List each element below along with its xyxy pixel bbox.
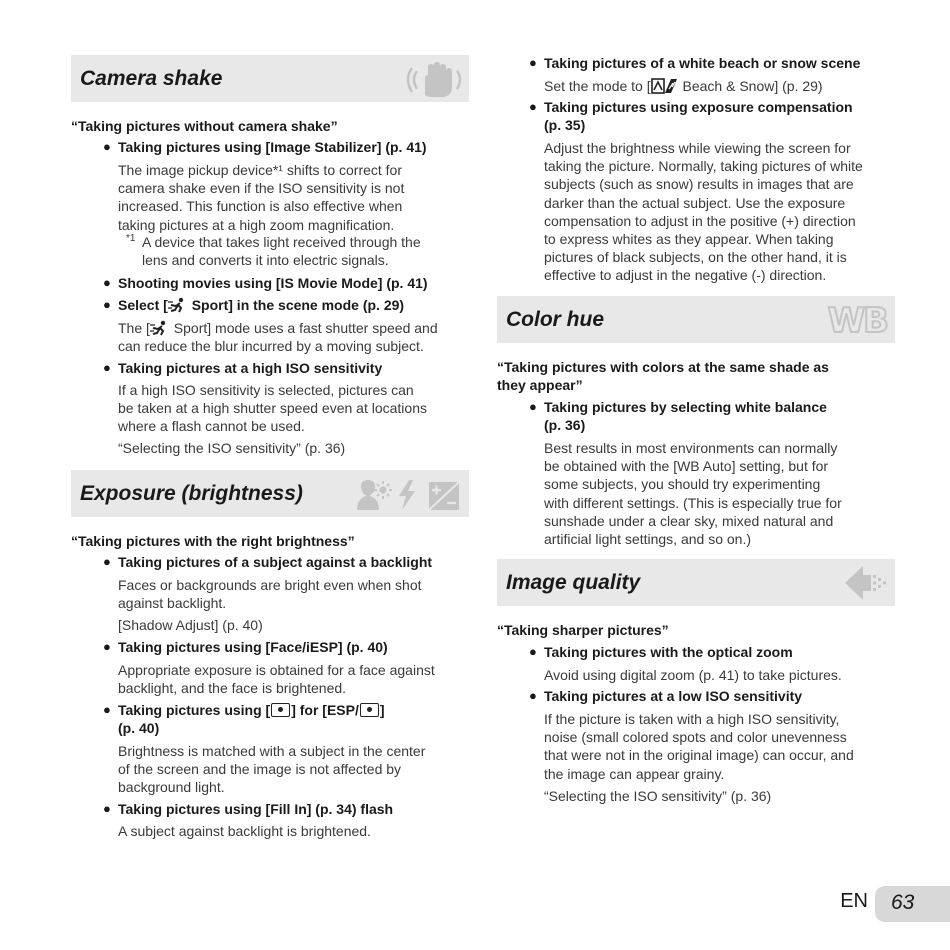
bullet-low-iso: ● Taking pictures at a low ISO sensitivity (529, 688, 803, 704)
bullet-optical-zoom: ● Taking pictures with the optical zoom (529, 644, 793, 660)
bullet-backlight: ● Taking pictures of a subject against a backlight (103, 554, 433, 570)
exposure-comp-body: Adjust the brightness while viewing the screen for taking the picture. Normally, taking pictures of white subjects (such as snow) results in images that are darker than the actual subject. Use the exposure compensation to adjust in the positive (+) direction to express whites as they appear. When taking pictures of black subjects, on the other hand, it is effective to adjust in the negative (-) direction. (544, 140, 863, 284)
white-balance-icon: WB (827, 301, 887, 341)
face-iesp-body: Appropriate exposure is obtained for a face against backlight, and the face is brightened. (118, 662, 435, 697)
footnote: *1 A device that takes light received through the lens and converts it into electric signals. (142, 233, 421, 269)
color-hue-header (497, 296, 895, 343)
backlight-reference: [Shadow Adjust] (p. 40) (118, 617, 263, 633)
bullet-dot-icon: ● (529, 55, 537, 70)
bullet-spot-metering: ● Taking pictures using [ ] for [ESP/ ] (103, 702, 385, 718)
exposure-comp-page-ref: (p. 35) (544, 117, 586, 133)
bullet-dot-icon: ● (103, 554, 111, 569)
sport-icon (150, 320, 170, 336)
image-quality-quote: “Taking sharper pictures” (497, 622, 669, 638)
bullet-exposure-comp: ● Taking pictures using exposure compensation (529, 99, 853, 115)
bullet-beach-snow: ● Taking pictures of a white beach or snow scene (529, 55, 861, 71)
bullet-high-iso: ● Taking pictures at a high ISO sensitivity (103, 360, 383, 376)
exposure-quote: “Taking pictures with the right brightness” (71, 533, 355, 549)
high-iso-reference: “Selecting the ISO sensitivity” (p. 36) (118, 440, 346, 456)
white-balance-page-ref: (p. 36) (544, 417, 586, 433)
camera-shake-header (71, 55, 469, 102)
hand-shake-icon (403, 59, 465, 104)
bullet-image-stabilizer: ● Taking pictures using [Image Stabilizer] (p. 41) (103, 139, 427, 155)
language-code: EN (840, 890, 868, 912)
section-title: Exposure (brightness) (80, 482, 303, 505)
bullet-dot-icon: ● (103, 297, 111, 312)
bullet-dot-icon: ● (103, 360, 111, 375)
bullet-dot-icon: ● (529, 688, 537, 703)
bullet-dot-icon: ● (529, 399, 537, 414)
bullet-dot-icon: ● (103, 139, 111, 154)
section-title: Image quality (506, 571, 641, 594)
spot-metering-page-ref: (p. 40) (118, 720, 160, 736)
bullet-face-iesp: ● Taking pictures using [Face/iESP] (p. 40) (103, 639, 388, 655)
section-title: Camera shake (80, 67, 223, 90)
bullet-dot-icon: ● (103, 702, 111, 717)
optical-zoom-body: Avoid using digital zoom (p. 41) to take pictures. (544, 667, 842, 683)
bullet-dot-icon: ● (103, 639, 111, 654)
bullet-dot-icon: ● (103, 275, 111, 290)
exposure-icons (353, 476, 465, 519)
low-iso-body: If the picture is taken with a high ISO sensitivity, noise (small colored spots and color unevenness that were not in the original image) can occur, and the image can appear grainy. (544, 711, 854, 782)
white-balance-body: Best results in most environments can normally be obtained with the [WB Auto] setting, but for some subjects, you should try experimenting with different settings. (This is especially true for sunshade under a clear sky, mixed natural and artificial light settings, and so on.) (544, 440, 842, 548)
bullet-fill-in-flash: ● Taking pictures using [Fill In] (p. 34) flash (103, 801, 394, 817)
exposure-header (71, 470, 469, 517)
footnote-mark: *1 (126, 233, 136, 244)
high-iso-body: If a high ISO sensitivity is selected, pictures can be taken at a high shutter speed even at locations where a flash cannot be used. (118, 382, 427, 435)
bullet-sport-mode: ● Select [ Sport] in the scene mode (p. 29) (103, 297, 405, 313)
beach-snow-body: Set the mode to [ Beach & Snow] (p. 29) (544, 78, 823, 94)
page-footer (820, 886, 950, 922)
low-iso-reference: “Selecting the ISO sensitivity” (p. 36) (544, 788, 772, 804)
color-hue-quote: “Taking pictures with colors at the same shade as they appear” (497, 359, 829, 393)
page-number: 63 (891, 891, 915, 914)
beach-snow-icon (651, 78, 679, 94)
fill-in-flash-body: A subject against backlight is brightened. (118, 823, 371, 839)
sport-icon (168, 297, 188, 313)
bullet-is-movie-mode: ● Shooting movies using [IS Movie Mode] (p. 41) (103, 275, 428, 291)
spot-metering-icon (360, 703, 379, 717)
bullet-dot-icon: ● (529, 99, 537, 114)
page-number-box (875, 886, 950, 922)
camera-shake-quote: “Taking pictures without camera shake” (71, 118, 338, 134)
backlight-body: Faces or backgrounds are bright even when shot against backlight. (118, 577, 422, 612)
image-stabilizer-body: The image pickup device*¹ shifts to correct for camera shake even if the ISO sensitivity is not increased. This function is also effective when taking pictures at a high zoom magnification. (118, 162, 405, 233)
sport-mode-body: The [ Sport] mode uses a fast shutter speed and can reduce the blur incurred by a moving subject. (118, 320, 438, 355)
spot-metering-body: Brightness is matched with a subject in the center of the screen and the image is not affected by background light. (118, 743, 426, 796)
bullet-dot-icon: ● (103, 801, 111, 816)
image-quality-header (497, 559, 895, 606)
bullet-white-balance: ● Taking pictures by selecting white balance (529, 399, 827, 415)
image-quality-arrow-icon (843, 563, 887, 608)
section-title: Color hue (506, 308, 604, 331)
spot-metering-icon (271, 703, 290, 717)
bullet-dot-icon: ● (529, 644, 537, 659)
